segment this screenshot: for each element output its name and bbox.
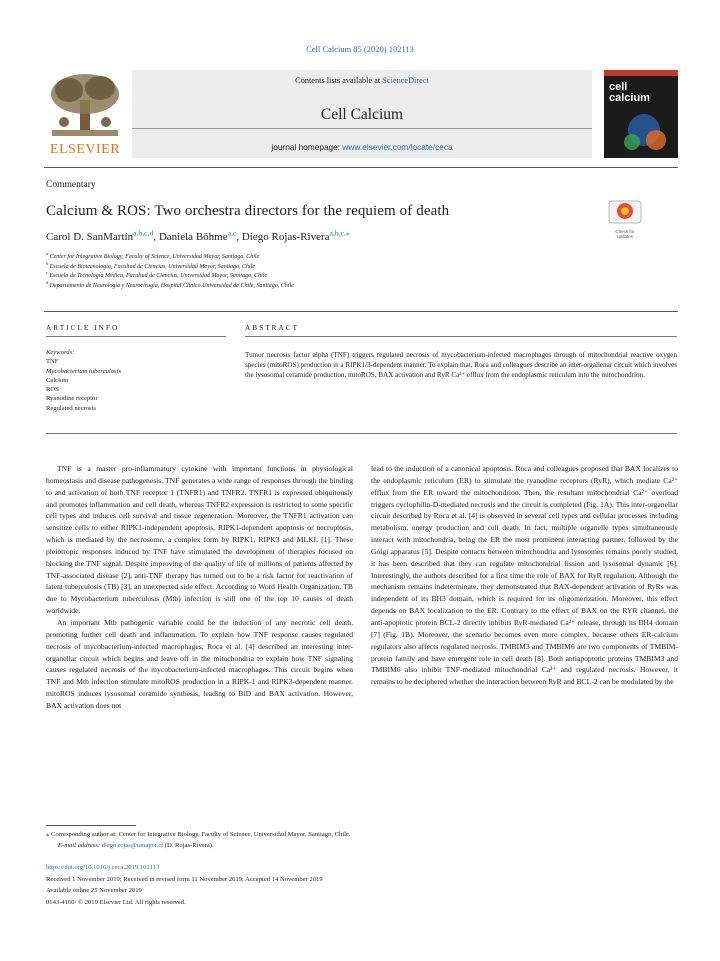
footnote-rule: [46, 825, 136, 826]
contents-line: [132, 76, 592, 85]
journal-citation[interactable]: Cell Calcium 85 (2020) 102113: [306, 44, 414, 54]
keywords-block: [46, 348, 121, 413]
contents-prefix: Contents lists available at: [295, 76, 383, 85]
abstract-text: Tumor necrosis factor alpha (TNF) triggers regulated necrosis of mycobacterium-infected macrophages through of mitochondrial reactive oxygen species (mitoROS) production in a RIPK1/3-dependent manner. To explain that, Roca and colleagues describe an inter-orgallenar circuit which involves the lysosomal ceramide production, mitoROS, BAX activation and RyR Ca²⁺ efflux from the endoplasmic reticulum into the mitochondrion.: [245, 351, 677, 380]
crossmark-icon: [608, 200, 642, 224]
email-line: [58, 841, 214, 850]
received-dates: Received 1 November 2019; Received in revised form 11 November 2019; Accepted 14 November 2019: [46, 876, 323, 883]
affiliation-list: [46, 253, 294, 291]
elsevier-wordmark: ELSEVIER: [49, 142, 121, 157]
sciencedirect-link[interactable]: ScienceDirect: [382, 76, 429, 85]
affiliation-rule: [44, 311, 678, 312]
homepage-line: [132, 142, 592, 152]
affiliation-marker: d: [46, 279, 49, 285]
check-updates-badge[interactable]: [608, 200, 642, 239]
available-online: Available online 25 November 2019: [46, 887, 142, 894]
journal-banner: [132, 70, 592, 158]
abstract-heading: ABSTRACT: [245, 323, 300, 332]
copyright: 0143-4160/ © 2019 Elsevier Ltd. All rights reserved.: [46, 899, 186, 906]
affiliation-item: $^a$ Center for Integrative Biology, Faculty of Science, Universidad Mayor, Santiago, Chile: [46, 251, 260, 260]
cover-title-line1: cell: [609, 81, 628, 93]
keyword-item: TNF: [46, 358, 59, 366]
banner-divider: [132, 128, 592, 129]
article-title: Calcium & ROS: Two orchestra directors for the requiem of death: [46, 203, 450, 219]
corresponding-author-note: ⁎ Corresponding author at: Center for Integrative Biology, Faculty of Science, Universidad Mayor, Santiago, Chile.: [46, 831, 351, 838]
keyword-item: Calcium: [46, 376, 69, 384]
article-info-rule: [46, 336, 226, 337]
keyword-item: Regulated necrosis: [46, 404, 96, 412]
author-list: Carol D. SanMartín$^{a,b,c,d}$, Daniela Böhme$^{a,c}$, Diego Rojas-Rivera$^{a,b,c,⁎}$: [46, 228, 350, 243]
email-link[interactable]: diego.rojas@umayor.cl: [101, 842, 164, 849]
keyword-item: ROS: [46, 386, 59, 394]
author-name: Diego Rojas-Rivera: [241, 231, 330, 243]
affiliation-marker: a: [46, 251, 49, 256]
article-type: Commentary: [46, 180, 96, 190]
body-paragraph-3: lead to the induction of a canonical apoptosis. Roca and colleagues proposed that BAX localizes to the endoplasmic reticulum (ER) to stimulate the ryanodine receptors (RyR), which mediate Ca²⁺ efflux from the ER toward the mitochondrion. Then, the resultant mitochondrial Ca²⁺ overload triggers cyclophilin-D-mediated necrosis and the circuit is completed (Fig. 1A). This inter-organellar circuit described by Roca et al. [4] is observed in several cell types and cellular processes including metabolism, energy production and cell death. In fact, multiple organelle types simultaneously interact with mitochondria, being the ER the most prominent interacting partner, followed by the Golgi apparatus [5]. Despite contacts between mitochondria and lysosomes remains poorly studied, it has been described that they can regulate mitochondrial fission and lysosomal dynamic [6]. Interestingly, the authors described for a first time the role of BAX for RyR regulation. Although the mechanism remains indeterminate, they demonstrated that BAX-dependent activation of RyRs was independent of its BH3 domain, which is required for its oligomerization. Moreover, this effect depends on BAX localization to the ER. Contrary to the effect of BAX on the RYR channel, the anti-apoptotic protein BCL-2 directly inhibits RyR-mediated Ca²⁺ release, through its BH4 domain [7] (Fig. 1B). Moreover, the scenario becomes even more complex, because others ER-calcium regulators also affects regulated necrosis. TMBIM3 and TMBIM6 are two components of TMBIM-protein family and have emergent role in cell death [8]. Both antiapoptotic proteins TMBIM3 and TMBIM6 also inhibit TNF-mediated mitochondrial Ca²⁺ and regulated necrosis. However, it remains to be deciphered whether the interaction between RyR and BCL-2 can be modulated by the: [371, 464, 678, 687]
body-paragraph-1: TNF is a master pro-inflammatory cytokine with important functions in physiological homeostasis and disease pathogenesis. TNF generates a wide range of responses through the binding to and activation of both TNF receptor 1 (TNFR1) and TNFR2. TNFR1 is expressed ubiquitously and promotes inflammation and cell death, whereas TNFR2 expression is restricted to some specific cell types and induces cell survival and tissue regeneration. Moreover, the TNFR1 activation can sensitize cells to either RIPK1-independent apoptosis, RIPK1-dependent apoptosis or necroptosis, which is mediated by the necrosome, a complex form by RIPK1, RIPK3 and MLKL [1]. These pleiotropic responses induced by TNF have stimulated the development of therapies focused on blocking the TNF signal. Despite improving of the quality of life of millions of patients affected by TNF-associated disease [2], anti-TNF therapy has turned out to be a risk factor for reactivation of latent tuberculosis (TB) [3], an unexpected side effect. According to Word Health Organization, TB due to Mycobacterium tuberculosis (Mtb) infection is still one of the top 10 causes of death worldwide.: [46, 464, 353, 616]
body-left-column: [46, 463, 353, 712]
abstract-rule: [245, 336, 677, 337]
affiliation-item: $^b$ Escuela de Biotecnología, Facultad de Ciencias, Universidad Mayor, Santiago, Chile: [46, 260, 256, 270]
keywords-list: [46, 357, 121, 413]
check-updates-label: Check for updates: [615, 229, 635, 239]
affiliation-marker: b: [46, 260, 49, 266]
homepage-prefix: journal homepage:: [271, 142, 343, 152]
abstract-bottom-rule: [46, 433, 677, 434]
doi-link[interactable]: https://doi.org/10.1016/j.ceca.2019.102113: [46, 864, 160, 871]
affiliation-marker: c: [46, 270, 48, 276]
affiliation-item: $^d$ Departamento de Neurología y Neurocirugía, Hospital Clínico Universidad de Chile, Santiago, Chile: [46, 279, 294, 289]
affiliation-item: $^c$ Escuela de Tecnología Médica, Facultad de Ciencias, Universidad Mayor, Santiago, Chile: [46, 270, 268, 280]
journal-cover[interactable]: [604, 70, 678, 158]
body-right-column: [371, 463, 678, 688]
masthead: [44, 70, 678, 160]
journal-name: Cell Calcium: [320, 106, 404, 123]
homepage-link[interactable]: www.elsevier.com/locate/ceca: [342, 142, 453, 152]
author-affiliation-marker[interactable]: a,c: [227, 228, 237, 238]
email-suffix: (D. Rojas-Rivera).: [164, 842, 214, 849]
elsevier-tree-icon: [44, 70, 126, 142]
author-name: Daniela Böhme: [158, 231, 228, 243]
keyword-item: Mycobacterium tuberculosis: [46, 367, 122, 375]
cover-title-line2: calcium: [609, 92, 650, 104]
keywords-label: Keywords:: [46, 349, 75, 356]
author-affiliation-marker[interactable]: a,b,c,⁎: [329, 228, 350, 238]
author-affiliation-marker[interactable]: a,b,c,d: [133, 228, 154, 238]
email-label: E-mail address:: [58, 842, 101, 849]
keyword-item: Ryanodine receptor: [46, 395, 98, 403]
elsevier-logo[interactable]: [44, 70, 126, 158]
cover-art-icon: [604, 70, 678, 158]
header-rule: [44, 167, 678, 168]
body-paragraph-2: An important Mtb pathogenic variable could be the induction of any necrotic cell death, promoting further cell death and inflammation. To explain how TNF response causes regulated necrosis of mycobacterium-infected macrophages, Roca et al. [4] described an interesting inter-organellar circuit which begins and leave off in the mitochondria to explain how TNF signaling causes regulated necrosis of the mycobacterium-infected macrophages. This circuit begins when TNF and Mtb infection stimulate mitoROS production in a RIPK-1 and RIPK3-dependent manner. mitoROS induces lysosomal ceramide synthesis, leading to BiD and BAX activation. However, BAX activation does not: [46, 617, 353, 710]
article-info-heading: ARTICLE INFO: [46, 323, 120, 332]
author-name: Carol D. SanMartín: [46, 231, 134, 243]
